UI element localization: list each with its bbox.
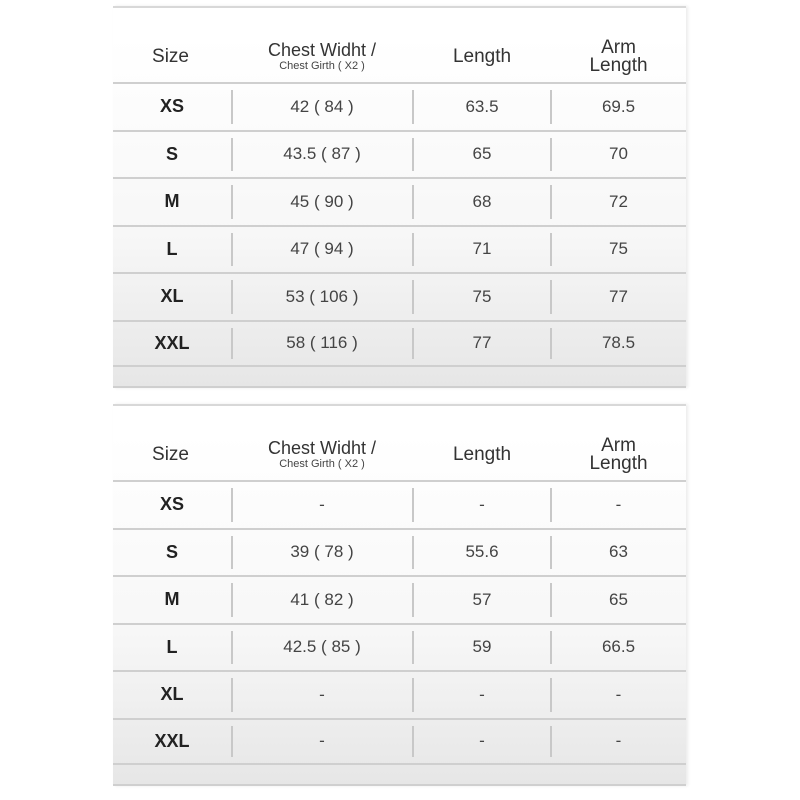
header-chest-girth: Chest Girth ( X2 ) <box>279 60 365 72</box>
table-row <box>113 320 686 368</box>
cell-chest: 47 ( 94 ) <box>290 239 354 259</box>
header-size: Size <box>152 444 189 465</box>
cell-length: 65 <box>472 144 492 164</box>
cell-size: L <box>166 636 178 657</box>
cell-size: XL <box>160 684 184 705</box>
header-arm-length <box>551 32 686 82</box>
panel-border-bottom <box>113 784 686 786</box>
cell-size: M <box>164 589 180 610</box>
header-chest-width: Chest Widht / <box>267 438 377 458</box>
cell-length: 63.5 <box>465 96 499 116</box>
size-chart-table <box>113 6 686 388</box>
cell-size: XXL <box>154 730 190 751</box>
header-arm-line1: Arm <box>601 435 636 456</box>
cell-chest: - <box>319 731 325 751</box>
table-row <box>113 130 686 178</box>
cell-chest: 58 ( 116 ) <box>286 333 358 353</box>
cell-size: M <box>164 191 180 212</box>
header-chest-girth: Chest Girth ( X2 ) <box>279 458 365 470</box>
cell-chest: - <box>319 684 325 704</box>
cell-chest: 42.5 ( 85 ) <box>283 637 361 657</box>
table-row <box>113 272 686 320</box>
cell-size: S <box>165 541 178 562</box>
table-row <box>113 225 686 273</box>
cell-length: 55.6 <box>465 542 499 562</box>
cell-size: XL <box>160 286 184 307</box>
cell-length: 68 <box>472 191 492 211</box>
cell-size: XXL <box>154 332 190 353</box>
cell-length: 59 <box>472 637 492 657</box>
cell-arm-length: 63 <box>609 542 628 562</box>
header-length: Length <box>452 46 512 67</box>
table-row <box>113 480 686 528</box>
cell-chest: - <box>319 494 325 514</box>
table-header <box>113 430 686 480</box>
cell-arm-length: 65 <box>609 589 628 609</box>
cell-length: 75 <box>472 286 492 306</box>
cell-length: 77 <box>472 333 492 353</box>
cell-arm-length: - <box>615 494 622 514</box>
cell-length: 57 <box>472 589 492 609</box>
cell-chest: 45 ( 90 ) <box>290 191 354 211</box>
cell-chest: 53 ( 106 ) <box>285 286 359 306</box>
cell-arm-length: 77 <box>609 286 628 306</box>
size-chart-table <box>113 404 686 786</box>
header-chest <box>231 430 413 480</box>
table-row <box>113 670 686 718</box>
panel-border-top <box>113 6 686 8</box>
cell-length: - <box>479 684 485 704</box>
cell-arm-length: - <box>615 731 622 751</box>
cell-chest: 42 ( 84 ) <box>290 96 354 116</box>
cell-chest: 41 ( 82 ) <box>290 589 354 609</box>
table-row <box>113 575 686 623</box>
header-arm-line1: Arm <box>601 37 636 58</box>
cell-arm-length: 66.5 <box>601 637 636 657</box>
table-row <box>113 623 686 671</box>
cell-chest: 43.5 ( 87 ) <box>283 144 361 164</box>
table-body <box>113 480 686 765</box>
cell-arm-length: 72 <box>609 191 628 211</box>
panel-border-bottom <box>113 386 686 388</box>
cell-length: 71 <box>472 239 492 259</box>
cell-arm-length: - <box>615 684 622 704</box>
cell-size: L <box>166 238 178 259</box>
header-arm-length <box>551 430 686 480</box>
header-chest <box>231 32 413 82</box>
table-body <box>113 82 686 367</box>
table-row <box>113 82 686 130</box>
header-length: Length <box>452 444 512 465</box>
cell-arm-length: 70 <box>609 144 628 164</box>
cell-size: XS <box>159 494 184 515</box>
header-size: Size <box>152 46 189 67</box>
cell-length: - <box>479 731 485 751</box>
table-row <box>113 177 686 225</box>
cell-size: S <box>165 143 178 164</box>
panel-border-top <box>113 404 686 406</box>
cell-arm-length: 78.5 <box>601 333 636 353</box>
cell-length: - <box>479 494 485 514</box>
header-arm-line2: Length <box>589 55 648 76</box>
table-header <box>113 32 686 82</box>
header-chest-width: Chest Widht / <box>267 40 377 60</box>
cell-arm-length: 69.5 <box>601 96 636 116</box>
cell-chest: 39 ( 78 ) <box>290 542 354 562</box>
cell-size: XS <box>159 96 184 117</box>
header-arm-line2: Length <box>589 453 648 474</box>
table-row <box>113 528 686 576</box>
table-row <box>113 718 686 766</box>
cell-arm-length: 75 <box>609 239 628 259</box>
